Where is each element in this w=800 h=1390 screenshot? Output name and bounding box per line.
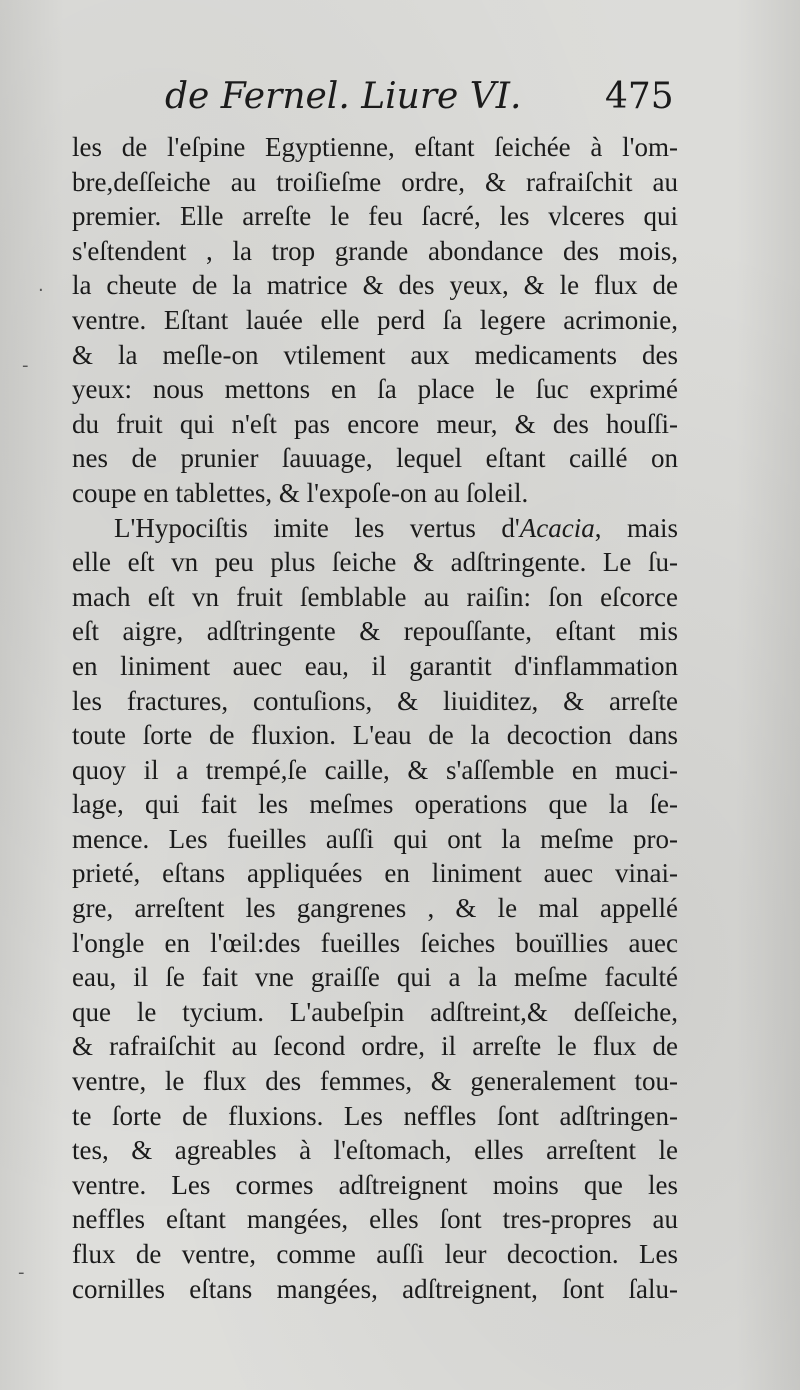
text-line: flux de ventre, comme auſſi leur decoction. Les [72,1239,678,1269]
text-line: la cheute de la matrice & des yeux, & le flux de [72,270,678,301]
italic-term: Acacia [519,512,595,543]
margin-smudge: · [38,280,44,301]
text-line: yeux: nous mettons en ſa place le ſuc exprimé [72,374,678,405]
text-line: ventre. Les cormes adſtreignent moins que les [72,1169,678,1200]
text-line: les fractures, contuſions, & liuiditez, & arreſte [72,685,678,716]
text-line: te ſorte de fluxions. Les neffles ſont adſtringen- [72,1100,678,1131]
text-line: premier. Elle arreſte le feu ſacré, les vlceres qui [72,201,678,232]
text-line: mence. Les fueilles auſſi qui ont la meſme pro- [72,823,678,854]
text-line: cornilles eſtans mangées, adſtreignent, ſont ſalu- [72,1273,678,1304]
text-line: s'eſtendent , la trop grande abondance des mois, [72,235,678,266]
text-line: & la meſle-on vtilement aux medicaments des [72,339,678,370]
text-line: les de l'eſpine Egyptienne, eſtant ſeichée à l'om- [72,132,678,162]
text-line: tes, & agreables à l'eſtomach, elles arreſtent le [72,1135,678,1166]
text-line: que le tycium. L'aubeſpin adſtreint,& deſſeiche, [72,996,678,1027]
text-line: l'ongle en l'œil:des fueilles ſeiches bouïllies auec [72,927,678,958]
text-line: lage, qui fait les meſmes operations que la ſe- [72,789,678,820]
text-segment: , mais [594,512,678,543]
text-line: toute ſorte de fluxion. L'eau de la decoction dans [72,720,678,751]
text-line: & rafraiſchit au ſecond ordre, il arreſte le flux de [72,1031,678,1062]
text-line: eau, il ſe fait vne graiſſe qui a la meſme faculté [72,962,678,993]
text-line: prieté, eſtans appliquées en liniment auec vinai- [72,858,678,889]
paragraph-2-first-line [72,511,678,546]
text-line: gre, arreſtent les gangrenes , & le mal appellé [72,893,678,924]
text-line: eſt aigre, adſtringente & repouſſante, eſtant mis [72,616,678,647]
text-line: en liniment auec eau, il garantit d'inflammation [72,650,678,681]
margin-smudge: - [18,1262,25,1283]
body-text [72,130,678,1306]
text-segment: L'Hypociſtis imite les vertus d' [114,512,520,543]
text-line: ventre. Eſtant lauée elle perd ſa legere acrimonie, [72,304,678,335]
running-header [165,72,685,122]
text-line: mach eſt vn fruit ſemblable au raiſin: ſon eſcorce [72,581,678,612]
text-line: du fruit qui n'eſt pas encore meur, & des houſſi- [72,408,678,439]
margin-smudge: - [22,355,29,376]
text-line: quoy il a trempé,ſe caille, & s'aſſemble en muci- [72,754,678,785]
running-title: de Fernel. Liure VI. [165,76,522,117]
text-line: bre,deſſeiche au troiſieſme ordre, & rafraiſchit au [72,166,678,197]
page-number: 475 [605,76,674,117]
text-line: ventre, le flux des femmes, & generalement tou- [72,1066,678,1097]
text-line: coupe en tablettes, & l'expoſe-on au ſoleil. [72,477,529,508]
text-line: elle eſt vn peu plus ſeiche & adſtringente. Le ſu- [72,547,678,578]
text-line: neffles eſtant mangées, elles ſont tres-propres au [72,1204,678,1235]
text-line: nes de prunier ſauuage, lequel eſtant caillé on [72,443,678,474]
